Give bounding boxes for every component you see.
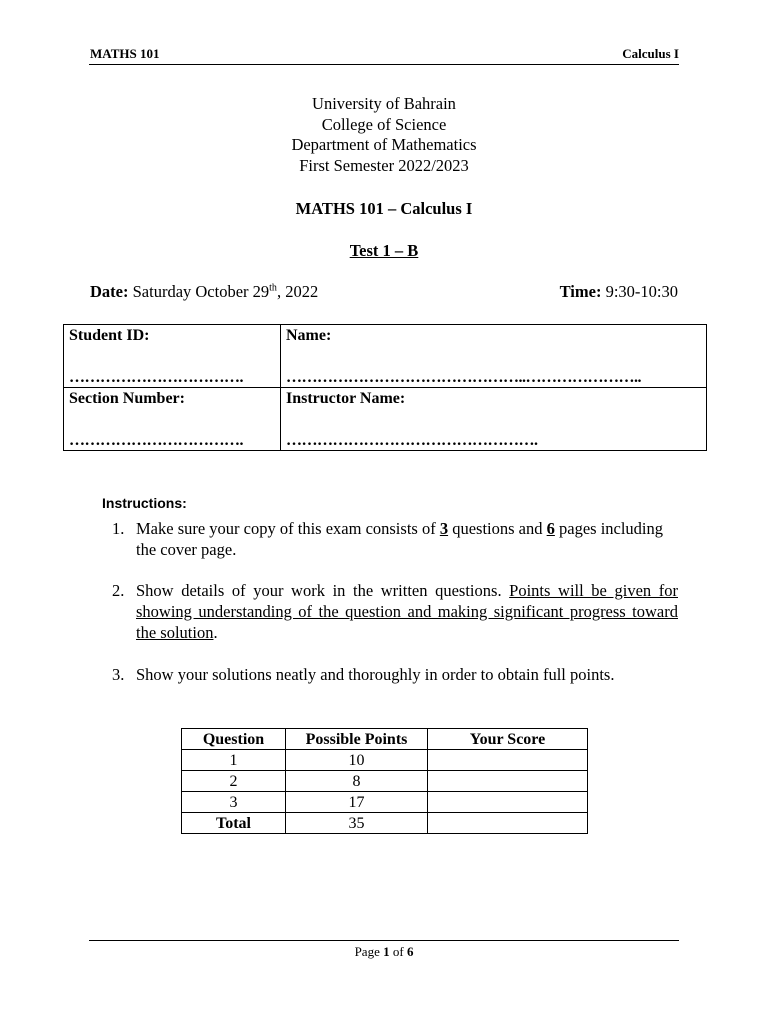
- column-header: Your Score: [428, 729, 588, 750]
- section-number-label: Section Number:: [69, 390, 185, 407]
- footer-current-page: 1: [383, 944, 390, 959]
- university-name: University of Bahrain: [312, 94, 456, 113]
- exam-time: [560, 282, 678, 302]
- name-label: Name:: [286, 327, 332, 344]
- points-cell: 17: [286, 792, 428, 813]
- instructor-name-field[interactable]: [281, 388, 707, 451]
- instructor-name-blank: ………………………………………….: [286, 432, 538, 449]
- score-cell[interactable]: [428, 792, 588, 813]
- question-cell: 1: [182, 750, 286, 771]
- student-id-field[interactable]: [64, 325, 281, 388]
- instruction-2-period: .: [213, 623, 218, 642]
- score-table-header: [182, 729, 588, 750]
- institution-block: [0, 94, 768, 177]
- instruction-1-part-b: questions and: [448, 519, 547, 538]
- table-row-total: [182, 813, 588, 834]
- points-cell: 8: [286, 771, 428, 792]
- section-number-blank: …………………………….: [69, 432, 243, 449]
- instructor-name-label: Instructor Name:: [286, 390, 406, 407]
- date-suffix: th: [269, 282, 277, 294]
- student-info-table: [63, 324, 707, 451]
- score-cell[interactable]: [428, 750, 588, 771]
- page-header: [89, 44, 679, 65]
- footer-of-word: of: [389, 944, 407, 959]
- page-footer: [89, 940, 679, 960]
- test-title-wrap: [0, 241, 768, 261]
- info-row: [64, 325, 707, 388]
- college-name: College of Science: [321, 114, 447, 134]
- instruction-1-part-c: pages including the cover page.: [136, 519, 664, 559]
- question-cell: Total: [182, 813, 286, 834]
- column-header: Question: [182, 729, 286, 750]
- question-cell: 3: [182, 792, 286, 813]
- table-row: [182, 792, 588, 813]
- points-cell: 10: [286, 750, 428, 771]
- student-id-blank: …………………………….: [69, 369, 243, 386]
- score-cell[interactable]: [428, 771, 588, 792]
- time-value: 9:30-10:30: [601, 282, 678, 301]
- name-field[interactable]: [281, 325, 707, 388]
- instruction-text: [136, 580, 678, 643]
- instruction-1-part-a: Make sure your copy of this exam consists of: [136, 519, 440, 538]
- time-label: Time:: [559, 282, 602, 301]
- table-row: [182, 750, 588, 771]
- footer-total-pages: 6: [406, 944, 414, 959]
- points-cell: 35: [286, 813, 428, 834]
- semester: First Semester 2022/2023: [299, 156, 469, 176]
- instruction-2-part-a: Show details of your work in the written questions.: [136, 581, 510, 600]
- column-header: Possible Points: [286, 729, 428, 750]
- table-row: [182, 771, 588, 792]
- footer-page-word: Page: [354, 944, 384, 959]
- instruction-text: [136, 518, 678, 560]
- date-value: Saturday October 29: [128, 282, 270, 301]
- page-count: 6: [546, 519, 555, 538]
- course-title: MATHS 101 – Calculus I: [295, 199, 473, 218]
- date-label: Date:: [90, 282, 129, 301]
- question-count: 3: [439, 519, 449, 538]
- student-id-label: Student ID:: [69, 327, 150, 344]
- score-cell[interactable]: [428, 813, 588, 834]
- instruction-text: Show your solutions neatly and thoroughly in order to obtain full points.: [136, 665, 615, 684]
- instruction-number: 1.: [112, 519, 125, 538]
- date-year: , 2022: [276, 282, 319, 301]
- header-course-name: Calculus I: [622, 46, 679, 61]
- exam-date: [90, 282, 318, 302]
- department-name: Department of Mathematics: [291, 135, 477, 155]
- instruction-number: 3.: [112, 665, 125, 684]
- instructions-heading: Instructions:: [102, 495, 187, 511]
- instruction-number: 2.: [112, 581, 125, 600]
- question-cell: 2: [182, 771, 286, 792]
- header-course-code: MATHS 101: [90, 46, 160, 61]
- section-number-field[interactable]: [64, 388, 281, 451]
- instruction-2-underlined: Points will be given for showing understanding of the question and making significant progress toward the solution: [136, 581, 678, 642]
- info-row: [64, 388, 707, 451]
- test-title: Test 1 – B: [349, 241, 419, 260]
- name-blank: ………………………………………..…………………..: [286, 369, 641, 386]
- score-table: [181, 728, 588, 834]
